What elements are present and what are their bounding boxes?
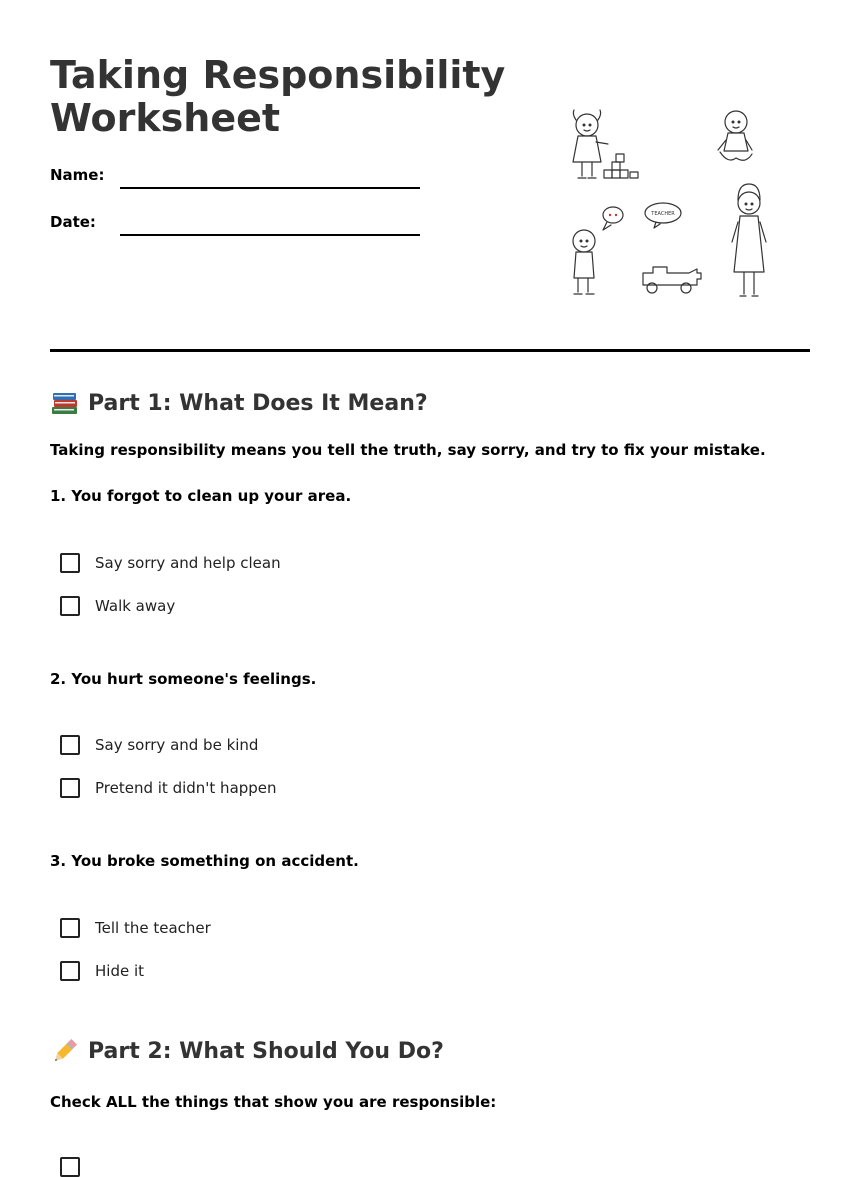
part1-heading bbox=[50, 389, 428, 417]
part2-heading bbox=[50, 1037, 444, 1065]
question-3: 3. You broke something on accident. bbox=[50, 852, 359, 870]
q1-option-1-checkbox[interactable] bbox=[60, 553, 80, 573]
date-field-line[interactable] bbox=[120, 234, 420, 236]
question-2: 2. You hurt someone's feelings. bbox=[50, 670, 317, 688]
teacher-speech-bubble bbox=[645, 203, 681, 228]
q1-option-2-checkbox[interactable] bbox=[60, 596, 80, 616]
q1-option-1[interactable] bbox=[60, 553, 281, 573]
worksheet-title bbox=[50, 54, 505, 140]
q3-option-2[interactable] bbox=[60, 961, 144, 981]
sitting-boy-figure bbox=[718, 111, 752, 160]
talking-boy-figure bbox=[573, 207, 623, 294]
q3-option-1-checkbox[interactable] bbox=[60, 918, 80, 938]
q1-option-2[interactable] bbox=[60, 596, 175, 616]
q1-option-1-label: Say sorry and help clean bbox=[95, 554, 281, 572]
q3-option-1[interactable] bbox=[60, 918, 211, 938]
kids-illustration bbox=[560, 100, 780, 305]
part1-heading-text: Part 1: What Does It Mean? bbox=[88, 390, 428, 416]
teacher-figure bbox=[732, 184, 766, 296]
part2-option-1-checkbox[interactable] bbox=[60, 1157, 80, 1177]
q3-option-1-label: Tell the teacher bbox=[95, 919, 211, 937]
q2-option-2-label: Pretend it didn't happen bbox=[95, 779, 277, 797]
date-label: Date: bbox=[50, 213, 96, 231]
q1-option-2-label: Walk away bbox=[95, 597, 176, 615]
part1-intro: Taking responsibility means you tell the truth, say sorry, and try to fix your mistake. bbox=[50, 441, 766, 459]
title-line-2: Worksheet bbox=[50, 96, 281, 140]
question-1: 1. You forgot to clean up your area. bbox=[50, 487, 352, 505]
books-icon bbox=[50, 389, 80, 417]
q2-option-2-checkbox[interactable] bbox=[60, 778, 80, 798]
toy-blocks bbox=[604, 154, 638, 178]
q2-option-1-label: Say sorry and be kind bbox=[95, 736, 259, 754]
q3-option-2-label: Hide it bbox=[95, 962, 145, 980]
pencil-icon bbox=[50, 1037, 80, 1065]
name-field-line[interactable] bbox=[120, 187, 420, 189]
q2-option-2[interactable] bbox=[60, 778, 277, 798]
q2-option-1[interactable] bbox=[60, 735, 258, 755]
q3-option-2-checkbox[interactable] bbox=[60, 961, 80, 981]
q2-option-1-checkbox[interactable] bbox=[60, 735, 80, 755]
part2-intro: Check ALL the things that show you are responsible: bbox=[50, 1093, 497, 1111]
toy-car bbox=[643, 267, 701, 293]
girl-figure bbox=[573, 110, 608, 178]
title-line-1: Taking Responsibility bbox=[50, 53, 506, 97]
part2-heading-text: Part 2: What Should You Do? bbox=[88, 1038, 444, 1064]
name-label: Name: bbox=[50, 166, 105, 184]
speech-bubble-text: TEACHER bbox=[651, 211, 675, 217]
section-divider bbox=[50, 349, 810, 352]
